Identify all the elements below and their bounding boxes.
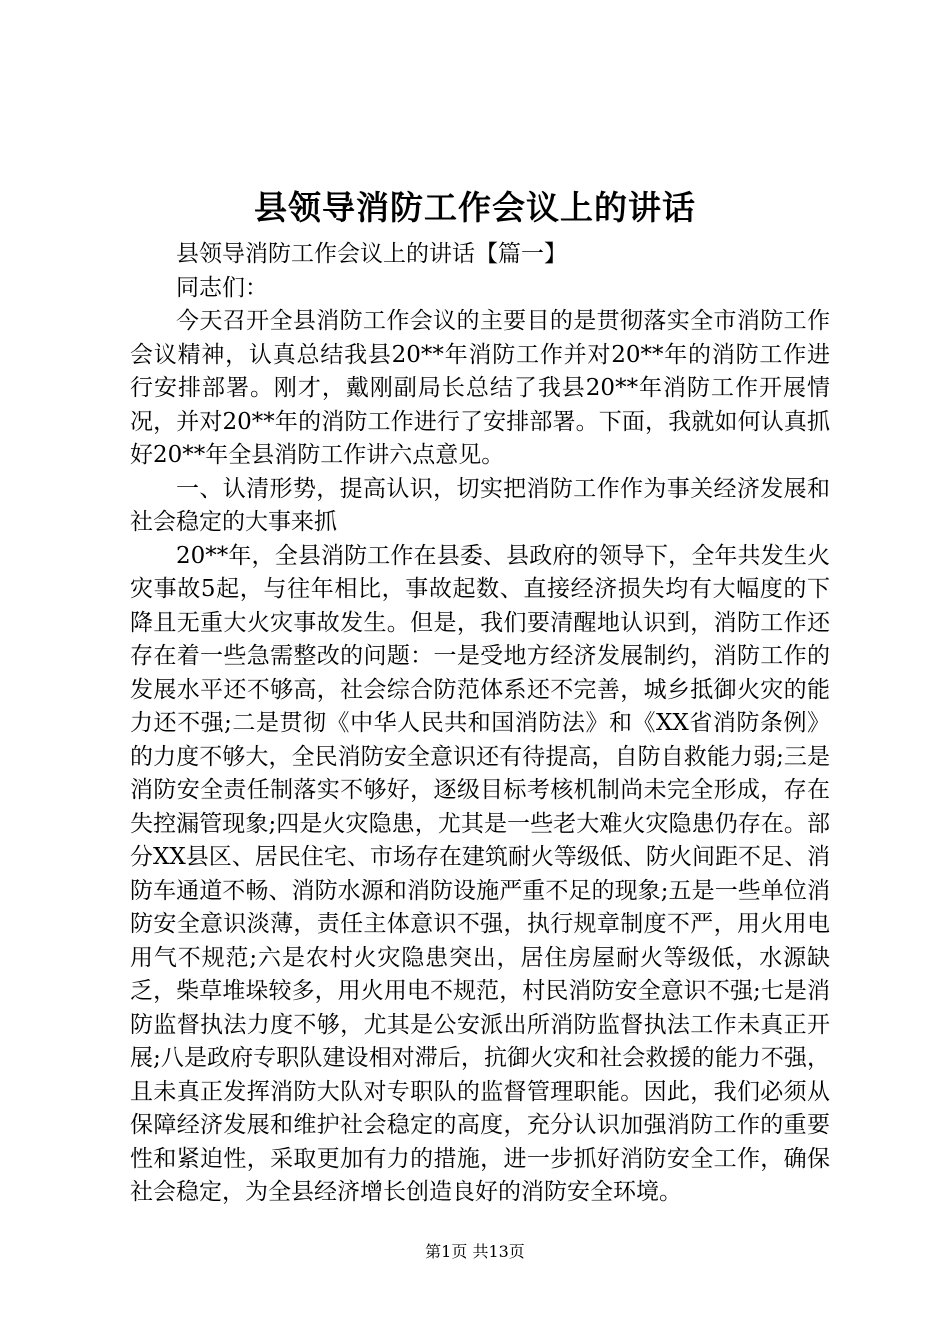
document-title: 县领导消防工作会议上的讲话 — [254, 188, 696, 227]
point-heading: 一、认清形势，提高认识，切实把消防工作作为事关经济发展和社会稳定的大事来抓 — [130, 475, 830, 535]
document-body — [130, 238, 830, 1210]
body-paragraph: 20**年，全县消防工作在县委、县政府的领导下，全年共发生火灾事故5起，与往年相比，事故起数、直接经济损失均有大幅度的下降且无重大火灾事故发生。但是，我们要清醒地认识到，消防工作还存在着一些急需整改的问题：一是受地方经济发展制约，消防工作的发展水平还不够高，社会综合防范体系还不完善，城乡抵御火灾的能力还不强;二是贯彻《中华人民共和国消防法》和《XX省消防条例》的力度不够大，全民消防安全意识还有待提高，自防自救能力弱;三是消防安全责任制落实不够好，逐级目标考核机制尚未完全形成，存在失控漏管现象;四是火灾隐患，尤其是一些老大难火灾隐患仍存在。部分XX县区、居民住宅、市场存在建筑耐火等级低、防火间距不足、消防车通道不畅、消防水源和消防设施严重不足的现象;五是一些单位消防安全意识淡薄，责任主体意识不强，执行规章制度不严，用火用电用气不规范;六是农村火灾隐患突出，居住房屋耐火等级低，水源缺乏，柴草堆垛较多，用火用电不规范，村民消防安全意识不强;七是消防监督执法力度不够，尤其是公安派出所消防监督执法工作未真正开展;八是政府专职队建设相对滞后，抗御火灾和社会救援的能力不强，且未真正发挥消防大队对专职队的监督管理职能。因此，我们必须从保障经济发展和维护社会稳定的高度，充分认识加强消防工作的重要性和紧迫性，采取更加有力的措施，进一步抓好消防安全工作，确保社会稳定，为全县经济增长创造良好的消防安全环境。 — [130, 542, 830, 1205]
body-paragraph: 今天召开全县消防工作会议的主要目的是贯彻落实全市消防工作会议精神，认真总结我县20**年消防工作并对20**年的消防工作进行安排部署。刚才，戴刚副局长总结了我县20**年消防工作开展情况，并对20**年的消防工作进行了安排部署。下面，我就如何认真抓好20**年全县消防工作讲六点意见。 — [130, 308, 830, 468]
section-heading: 县领导消防工作会议上的讲话【篇一】 — [176, 241, 567, 267]
page-number-footer: 第1页 共13页 — [425, 1242, 525, 1261]
salutation: 同志们： — [176, 274, 268, 301]
